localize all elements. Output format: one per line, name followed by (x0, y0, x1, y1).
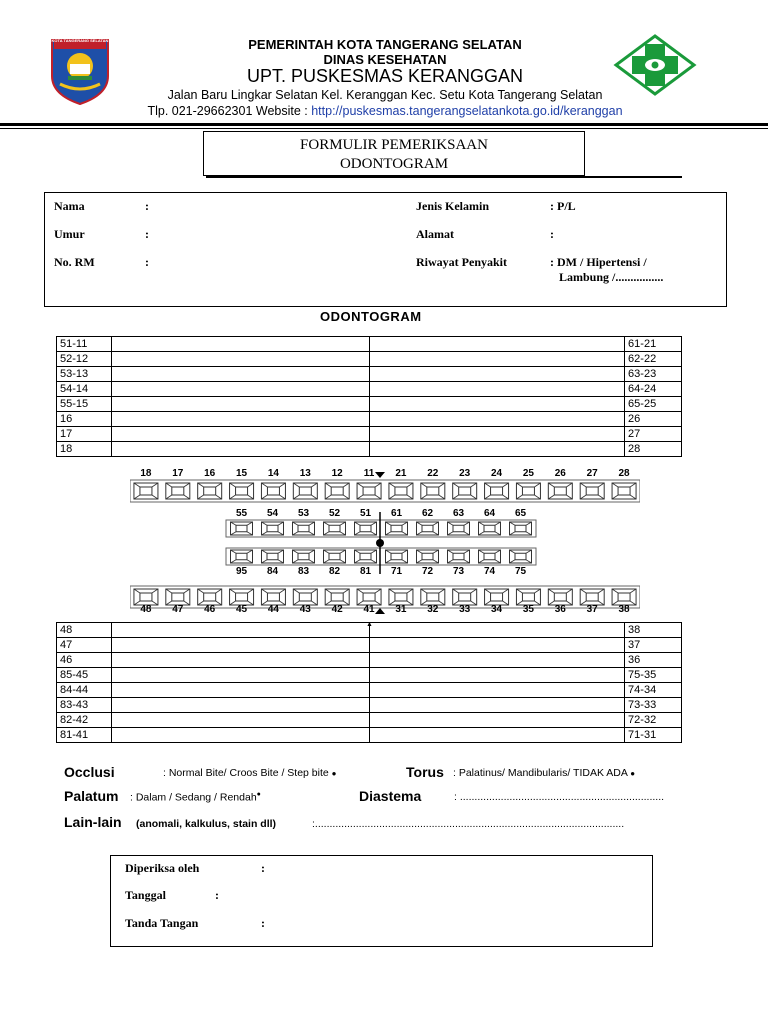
tooth-53[interactable] (293, 522, 315, 535)
tooth-number: 65 (514, 508, 527, 519)
odontogram-heading: ODONTOGRAM (320, 309, 422, 324)
tooth-32[interactable] (421, 589, 445, 605)
tooth-62[interactable] (417, 522, 439, 535)
palatum-options[interactable]: : Dalam / Sedang / Rendah● (130, 791, 261, 804)
tooth-number: 81 (359, 566, 372, 577)
tooth-note-left[interactable] (111, 412, 370, 427)
gender-label: Jenis Kelamin (416, 199, 490, 213)
tooth-48[interactable] (134, 589, 158, 605)
history-label: Riwayat Penyakit (416, 255, 507, 269)
tooth-note-left[interactable] (111, 337, 370, 352)
tooth-number: 22 (427, 468, 439, 479)
tooth-note-right[interactable] (370, 382, 625, 397)
tooth-number: 41 (363, 604, 375, 615)
website-link[interactable]: http://puskesmas.tangerangselatankota.go.id/keranggan (311, 104, 623, 118)
tooth-34[interactable] (485, 589, 509, 605)
tooth-65[interactable] (510, 522, 532, 535)
tooth-code-left: 47 (57, 638, 112, 653)
tooth-note-right[interactable] (370, 352, 625, 367)
tooth-code-right: 71-31 (625, 728, 682, 743)
address-field[interactable]: : (550, 227, 554, 241)
tooth-36[interactable] (548, 589, 572, 605)
tooth-note-left[interactable] (111, 728, 370, 743)
examiner-label: Diperiksa oleh (125, 861, 200, 875)
tooth-note-left[interactable] (111, 352, 370, 367)
tooth-83[interactable] (293, 550, 315, 563)
tooth-number: 28 (618, 468, 630, 479)
tooth-63[interactable] (448, 522, 470, 535)
tooth-number: 42 (331, 604, 343, 615)
tooth-number: 62 (421, 508, 434, 519)
tooth-note-left[interactable] (111, 367, 370, 382)
table-row (57, 352, 682, 367)
rm-label: No. RM (54, 255, 95, 269)
tooth-code-left: 51-11 (57, 337, 112, 352)
upper-teeth-table (56, 336, 682, 457)
tooth-code-left: 18 (57, 442, 112, 457)
tooth-73[interactable] (448, 550, 470, 563)
tooth-note-right[interactable] (370, 397, 625, 412)
sign-field[interactable]: : (261, 916, 265, 930)
tooth-28[interactable] (612, 483, 636, 499)
tooth-45[interactable] (230, 589, 254, 605)
tooth-note-left[interactable] (111, 668, 370, 683)
header-contact (90, 104, 680, 118)
tooth-number: 83 (297, 566, 310, 577)
tooth-code-left: 52-12 (57, 352, 112, 367)
tooth-code-right: 74-34 (625, 683, 682, 698)
table-row (57, 698, 682, 713)
occlusi-label: Occlusi (64, 764, 115, 780)
tooth-37[interactable] (580, 589, 604, 605)
tooth-note-left[interactable] (111, 623, 370, 638)
tooth-13[interactable] (293, 483, 317, 499)
tooth-number: 82 (328, 566, 341, 577)
address-label: Alamat (416, 227, 454, 241)
sign-label: Tanda Tangan (125, 916, 199, 930)
tooth-code-right: 63-23 (625, 367, 682, 382)
tooth-42[interactable] (325, 589, 349, 605)
tooth-16[interactable] (198, 483, 222, 499)
tooth-number: 52 (328, 508, 341, 519)
tooth-38[interactable] (612, 589, 636, 605)
tooth-code-right: 26 (625, 412, 682, 427)
date-field[interactable]: : (215, 888, 219, 902)
tooth-note-right[interactable] (370, 623, 625, 638)
tooth-number: 13 (299, 468, 311, 479)
header-unit: UPT. PUSKESMAS KERANGGAN (246, 66, 524, 86)
tooth-note-left[interactable] (111, 713, 370, 728)
tooth-number: 18 (140, 468, 152, 479)
tooth-code-left: 46 (57, 653, 112, 668)
tooth-number: 11 (363, 468, 375, 479)
header-department: DINAS KESEHATAN (323, 52, 447, 67)
history-field-line1[interactable]: : DM / Hipertensi / (550, 255, 647, 269)
tooth-number: 53 (297, 508, 310, 519)
tooth-note-left[interactable] (111, 653, 370, 668)
tooth-number: 54 (266, 508, 279, 519)
history-field-line2[interactable]: Lambung /................ (559, 270, 664, 284)
tooth-note-right[interactable] (370, 337, 625, 352)
torus-label: Torus (406, 764, 444, 780)
tooth-code-left: 83-43 (57, 698, 112, 713)
tooth-number: 45 (236, 604, 248, 615)
table-row (57, 668, 682, 683)
lain-field[interactable]: :.......................................................................................................... (312, 818, 625, 830)
tooth-code-left: 54-14 (57, 382, 112, 397)
tooth-number: 21 (395, 468, 407, 479)
tooth-number: 23 (459, 468, 471, 479)
name-field[interactable]: : (145, 199, 149, 213)
tooth-number: 33 (459, 604, 471, 615)
table-row (57, 397, 682, 412)
tooth-41[interactable] (357, 589, 381, 605)
tooth-number: 32 (427, 604, 439, 615)
tooth-number: 14 (267, 468, 279, 479)
signature-box (110, 855, 653, 947)
phone-label: Tlp. 021-29662301 Website : (147, 104, 312, 118)
tooth-82[interactable] (324, 550, 346, 563)
form-title-box (203, 131, 585, 176)
tooth-code-right: 38 (625, 623, 682, 638)
occlusi-options[interactable]: : Normal Bite/ Croos Bite / Step bite ● (163, 767, 337, 779)
tooth-code-right: 72-32 (625, 713, 682, 728)
tooth-note-left[interactable] (111, 442, 370, 457)
tooth-code-left: 16 (57, 412, 112, 427)
tooth-26[interactable] (548, 483, 572, 499)
table-row (57, 412, 682, 427)
table-midline-marker-icon: ▲ (366, 621, 373, 628)
table-row (57, 728, 682, 743)
tooth-code-right: 65-25 (625, 397, 682, 412)
tooth-47[interactable] (166, 589, 190, 605)
diastema-label: Diastema (359, 788, 422, 804)
tooth-number: 47 (172, 604, 184, 615)
tooth-24[interactable] (485, 483, 509, 499)
tooth-code-right: 27 (625, 427, 682, 442)
tooth-code-left: 81-41 (57, 728, 112, 743)
tooth-number: 17 (172, 468, 184, 479)
tooth-number: 48 (140, 604, 152, 615)
tooth-54[interactable] (262, 522, 284, 535)
tooth-number: 37 (586, 604, 598, 615)
tooth-number: 43 (299, 604, 311, 615)
form-title-line2: ODONTOGRAM (339, 156, 449, 172)
lain-label: Lain-lain (64, 814, 122, 830)
tooth-code-left: 55-15 (57, 397, 112, 412)
tooth-21[interactable] (389, 483, 413, 499)
header-rule-thick (0, 123, 768, 126)
tooth-note-right[interactable] (370, 698, 625, 713)
tooth-number: 46 (204, 604, 216, 615)
tooth-number: 63 (452, 508, 465, 519)
tooth-71[interactable] (386, 550, 408, 563)
tooth-27[interactable] (580, 483, 604, 499)
tooth-code-right: 37 (625, 638, 682, 653)
palatum-label: Palatum (64, 788, 119, 804)
tooth-number: 73 (452, 566, 465, 577)
examiner-field[interactable]: : (261, 861, 265, 875)
tooth-note-right[interactable] (370, 367, 625, 382)
tooth-number: 61 (390, 508, 403, 519)
tooth-note-left[interactable] (111, 397, 370, 412)
tooth-52[interactable] (324, 522, 346, 535)
tooth-code-right: 64-24 (625, 382, 682, 397)
tooth-64[interactable] (479, 522, 501, 535)
tooth-code-right: 62-22 (625, 352, 682, 367)
tooth-code-right: 73-33 (625, 698, 682, 713)
gender-field[interactable]: : P/L (550, 199, 576, 213)
tooth-81[interactable] (355, 550, 377, 563)
table-row (57, 638, 682, 653)
tooth-number: 72 (421, 566, 434, 577)
tooth-note-left[interactable] (111, 382, 370, 397)
tooth-number: 15 (236, 468, 248, 479)
tooth-number: 35 (522, 604, 534, 615)
lain-note: (anomali, kalkulus, stain dll) (136, 818, 277, 830)
tooth-note-right[interactable] (370, 653, 625, 668)
header-rule-thin (0, 128, 768, 129)
patient-info-box (44, 192, 727, 307)
table-row (57, 367, 682, 382)
tooth-note-right[interactable] (370, 713, 625, 728)
tooth-23[interactable] (453, 483, 477, 499)
header-government: PEMERINTAH KOTA TANGERANG SELATAN (248, 37, 522, 52)
tooth-35[interactable] (516, 589, 540, 605)
tooth-12[interactable] (325, 483, 349, 499)
name-label: Nama (54, 199, 85, 213)
tooth-code-left: 82-42 (57, 713, 112, 728)
table-row (57, 683, 682, 698)
table-row (57, 382, 682, 397)
tooth-note-right[interactable] (370, 728, 625, 743)
tooth-number: 26 (554, 468, 566, 479)
tooth-22[interactable] (421, 483, 445, 499)
tooth-72[interactable] (417, 550, 439, 563)
torus-options[interactable]: : Palatinus/ Mandibularis/ TIDAK ADA ● (453, 767, 636, 779)
tooth-note-right[interactable] (370, 683, 625, 698)
tooth-note-left[interactable] (111, 638, 370, 653)
tooth-44[interactable] (261, 589, 285, 605)
tooth-14[interactable] (261, 483, 285, 499)
tooth-55[interactable] (231, 522, 253, 535)
age-label: Umur (54, 227, 85, 241)
tooth-number: 55 (235, 508, 248, 519)
odontogram-diagram (130, 468, 640, 618)
tooth-75[interactable] (510, 550, 532, 563)
tooth-note-left[interactable] (111, 683, 370, 698)
age-field[interactable]: : (145, 227, 149, 241)
tooth-17[interactable] (166, 483, 190, 499)
tooth-note-right[interactable] (370, 638, 625, 653)
table-row (57, 427, 682, 442)
tooth-95[interactable] (231, 550, 253, 563)
tooth-43[interactable] (293, 589, 317, 605)
table-row (57, 713, 682, 728)
table-row (57, 653, 682, 668)
tooth-code-right: 61-21 (625, 337, 682, 352)
tooth-code-left: 48 (57, 623, 112, 638)
table-row (57, 442, 682, 457)
tooth-number: 27 (586, 468, 598, 479)
tooth-number: 24 (491, 468, 503, 479)
tooth-code-left: 17 (57, 427, 112, 442)
tooth-33[interactable] (453, 589, 477, 605)
rm-field[interactable]: : (145, 255, 149, 269)
tooth-number: 71 (390, 566, 403, 577)
tooth-code-left: 85-45 (57, 668, 112, 683)
tooth-61[interactable] (386, 522, 408, 535)
tooth-number: 31 (395, 604, 407, 615)
tooth-code-right: 75-35 (625, 668, 682, 683)
tooth-note-right[interactable] (370, 668, 625, 683)
tooth-31[interactable] (389, 589, 413, 605)
header-address: Jalan Baru Lingkar Selatan Kel. Keranggan Kec. Setu Kota Tangerang Selatan (167, 88, 603, 102)
lower-teeth-table (56, 622, 682, 743)
tooth-number: 44 (267, 604, 279, 615)
tooth-number: 75 (514, 566, 527, 577)
tooth-number: 16 (204, 468, 216, 479)
tooth-number: 74 (483, 566, 496, 577)
table-row (57, 337, 682, 352)
tooth-code-right: 28 (625, 442, 682, 457)
tooth-51[interactable] (355, 522, 377, 535)
logo-text: KOTA TANGERANG SELATAN (51, 38, 109, 43)
tooth-number: 12 (331, 468, 343, 479)
tooth-46[interactable] (198, 589, 222, 605)
diastema-field[interactable]: : ...................................................................... (454, 791, 665, 803)
tooth-number: 95 (235, 566, 248, 577)
tooth-74[interactable] (479, 550, 501, 563)
tooth-number: 36 (554, 604, 566, 615)
tooth-number: 51 (359, 508, 372, 519)
title-underline (206, 176, 682, 178)
tooth-number: 64 (483, 508, 496, 519)
tooth-number: 34 (491, 604, 503, 615)
tooth-18[interactable] (134, 483, 158, 499)
form-title-line1: FORMULIR PEMERIKSAAN (300, 137, 488, 153)
tooth-25[interactable] (516, 483, 540, 499)
tooth-note-left[interactable] (111, 427, 370, 442)
tooth-code-right: 36 (625, 653, 682, 668)
tooth-number: 25 (522, 468, 534, 479)
tooth-note-left[interactable] (111, 698, 370, 713)
tooth-15[interactable] (230, 483, 254, 499)
tooth-note-right[interactable] (370, 412, 625, 427)
date-label: Tanggal (125, 888, 166, 902)
tooth-code-left: 53-13 (57, 367, 112, 382)
tooth-number: 38 (618, 604, 630, 615)
tooth-code-left: 84-44 (57, 683, 112, 698)
tooth-note-right[interactable] (370, 427, 625, 442)
tooth-11[interactable] (357, 483, 381, 499)
tooth-number: 84 (266, 566, 279, 577)
tooth-note-right[interactable] (370, 442, 625, 457)
tooth-84[interactable] (262, 550, 284, 563)
